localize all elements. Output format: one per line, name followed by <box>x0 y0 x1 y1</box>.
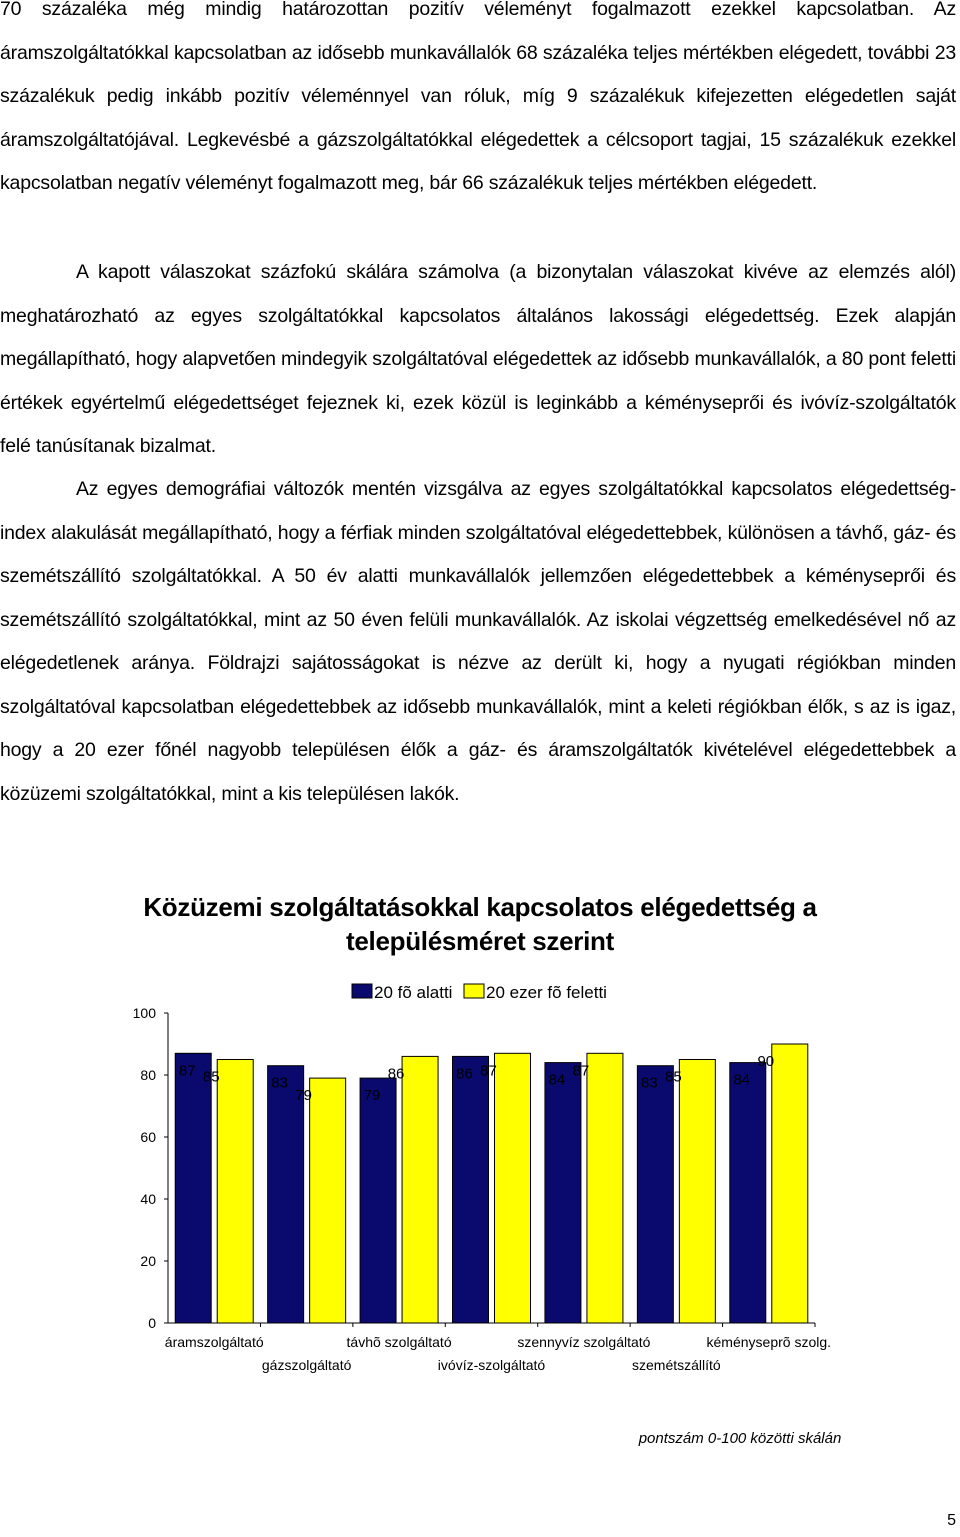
data-label: 79 <box>363 1087 381 1105</box>
y-tick-label: 40 <box>140 1191 156 1207</box>
data-label: 84 <box>733 1071 751 1089</box>
y-tick-label: 80 <box>140 1067 156 1083</box>
x-tick-label: szemétszállító <box>632 1357 721 1373</box>
bar-chart <box>0 960 960 1430</box>
legend-label: 20 fõ alatti <box>374 983 453 1002</box>
data-label: 85 <box>665 1068 682 1086</box>
paragraph: Az egyes demográfiai változók mentén vizsgálva az egyes szolgáltatókkal kapcsolatos elégedettség-index alakulását megállapítható, hogy a férfiak minden szolgáltatóval elégedettebbek, különösen a távhő, gáz- és szemétszállító szolgáltatókkal. A 50 év alatti munkavállalók jellemzően elégedettebbek a kéményseprői és szemétszállító szolgáltatókkal, mint az 50 éven felüli munkavállalók. Az iskolai végzettség emelkedésével nő az elégedetlenek aránya. Földrajzi sajátosságokat is nézve az derült ki, hogy a nyugati régiókban minden szolgáltatóval kapcsolatban elégedettebbek az idősebb munkavállalók, mint a keleti régiókban élők, s az is igaz, hogy a 20 ezer főnél nagyobb településen élők a gáz- és áramszolgáltatók kivételével elégedettebbek a közüzemi szolgáltatókkal, mint a kis településen lakók. <box>0 478 956 805</box>
bar <box>772 1044 808 1323</box>
y-tick-label: 60 <box>140 1129 156 1145</box>
data-label: 87 <box>178 1062 196 1080</box>
y-tick-label: 0 <box>148 1315 156 1331</box>
y-tick-label: 100 <box>132 1005 156 1021</box>
paragraph: 70 százaléka még mindig határozottan pozitív véleményt fogalmazott ezekkel kapcsolatban. Az áramszolgáltatókkal kapcsolatban az idősebb munkavállalók 68 százaléka teljes mértékben elégedett, további 23 százalékuk pedig inkább pozitív véleménnyel van róluk, míg 9 százalékuk kifejezetten elégedetlen saját áramszolgáltatójával. Legkevésbé a gázszolgáltatókkal elégedettek a célcsoport tagjai, 15 százalékuk ezekkel kapcsolatban negatív véleményt fogalmazott meg, bár 66 százalékuk teljes mértékben elégedett. <box>0 0 956 194</box>
chart-title: Közüzemi szolgáltatásokkal kapcsolatos elégedettség a településméret szerint <box>143 892 817 956</box>
data-label: 86 <box>456 1065 473 1083</box>
x-tick-label: kéményseprõ szolg. <box>706 1334 832 1350</box>
bar <box>310 1078 346 1323</box>
bar <box>453 1056 489 1323</box>
data-label: 83 <box>271 1074 288 1092</box>
data-label: 83 <box>641 1074 658 1092</box>
y-tick-label: 20 <box>140 1253 156 1269</box>
bar <box>587 1053 623 1323</box>
x-tick-label: áramszolgáltató <box>164 1334 264 1350</box>
data-label: 86 <box>387 1065 405 1083</box>
data-label: 87 <box>480 1062 497 1080</box>
bar <box>268 1066 304 1323</box>
bar <box>217 1060 253 1324</box>
paragraph: A kapott válaszokat százfokú skálára számolva (a bizonytalan válaszokat kivéve az elemzés alól) meghatározható az egyes szolgáltatókkal kapcsolatos általános lakossági elégedettség. Ezek alapján megállapítható, hogy alapvetően mindegyik szolgáltatóval elégedettek az idősebb munkavállalók, a 80 pont feletti értékek egyértelmű elégedettséget fejeznek ki, ezek közül is leginkább a kéményseprői és ivóvíz-szolgáltatók felé tanúsítanak bizalmat. <box>0 261 956 457</box>
bar <box>679 1060 715 1324</box>
bar <box>402 1056 438 1323</box>
bar <box>175 1053 211 1323</box>
page-number: 5 <box>947 1512 956 1529</box>
data-label: 87 <box>572 1062 590 1080</box>
data-label: 85 <box>202 1068 220 1086</box>
bar <box>730 1063 766 1323</box>
data-label: 90 <box>757 1053 775 1070</box>
bar <box>545 1063 581 1323</box>
x-tick-label: távhõ szolgáltató <box>346 1334 452 1350</box>
x-tick-label: szennyvíz szolgáltató <box>517 1334 651 1350</box>
chart-caption: pontszám 0-100 közötti skálán <box>638 1430 842 1447</box>
x-tick-label: ivóvíz-szolgáltató <box>437 1357 546 1373</box>
bar <box>637 1066 673 1323</box>
legend-swatch <box>464 984 484 998</box>
bar <box>495 1053 531 1323</box>
data-label: 79 <box>295 1087 312 1105</box>
data-label: 84 <box>548 1071 566 1089</box>
bar <box>360 1078 396 1323</box>
legend-label: 20 ezer fõ feletti <box>486 983 607 1002</box>
legend-swatch <box>352 984 372 998</box>
x-tick-label: gázszolgáltató <box>261 1357 352 1373</box>
